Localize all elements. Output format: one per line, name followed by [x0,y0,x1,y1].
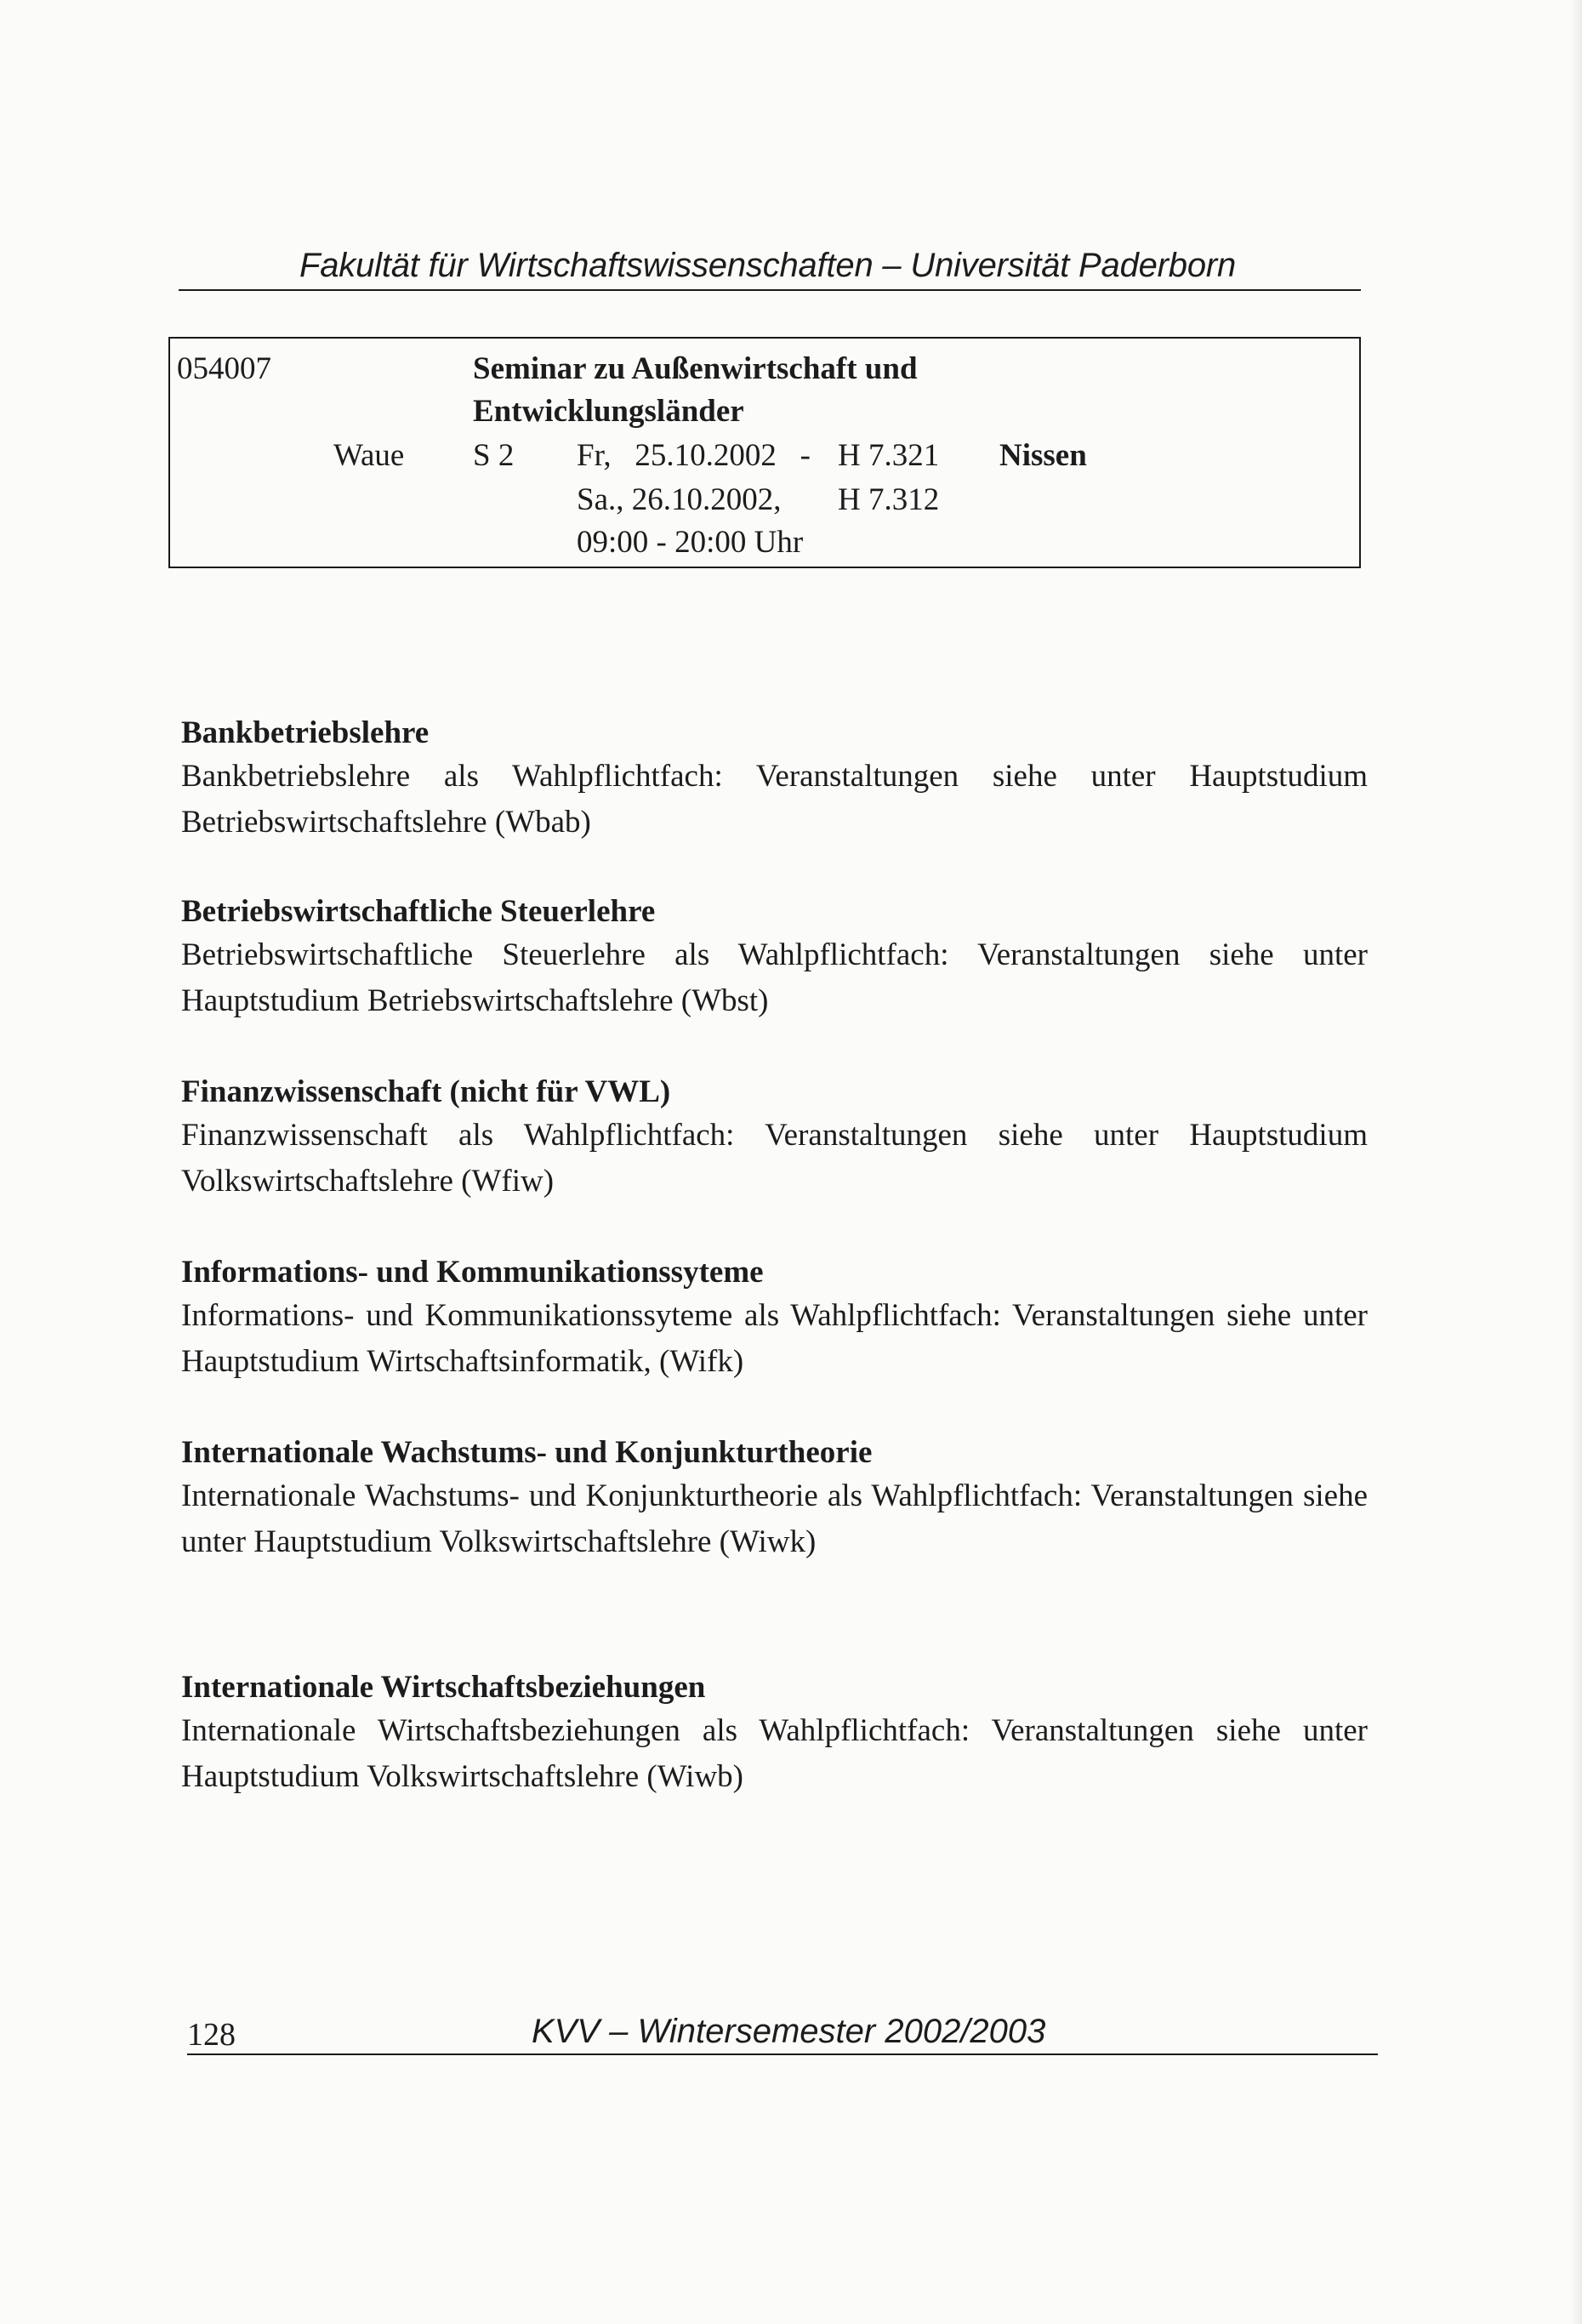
section-wachstumstheorie [181,1433,1372,1565]
section-body: Internationale Wachstums- und Konjunkturtheorie als Wahlpflichtfach: Veranstaltungen siehe unter Hauptstudium Volkswirtschaftslehre (Wiwk) [181,1478,1368,1559]
section-title: Finanzwissenschaft (nicht für VWL) [181,1074,671,1109]
course-room-1: H 7.321 [838,438,940,473]
section-informationssysteme [181,1252,1372,1385]
section-title: Internationale Wachstums- und Konjunkturtheorie [181,1435,873,1470]
section-body: Informations- und Kommunikationssyteme als Wahlpflichtfach: Veranstaltungen siehe unter Hauptstudium Wirtschaftsinformatik, (Wifk) [181,1298,1368,1379]
footer-title: KVV – Wintersemester 2002/2003 [532,2013,1046,2050]
section-steuerlehre [181,891,1372,1024]
course-abbreviation: Waue [333,438,405,473]
course-date-1: Fr, 25.10.2002 - [577,438,811,473]
course-number: 054007 [177,351,271,386]
section-title: Internationale Wirtschaftsbeziehungen [181,1670,706,1705]
section-title: Betriebswirtschaftliche Steuerlehre [181,894,656,929]
course-room-2: H 7.312 [838,482,940,517]
course-time: 09:00 - 20:00 Uhr [577,525,804,560]
course-table [168,337,1361,568]
section-wirtschaftsbeziehungen [181,1667,1372,1800]
section-title: Informations- und Kommunikationssyteme [181,1255,764,1290]
course-lecturer: Nissen [999,438,1087,473]
section-finanzwissenschaft [181,1072,1372,1205]
section-title: Bankbetriebslehre [181,715,430,750]
section-bankbetriebslehre [181,713,1372,846]
page-footer [187,2013,1378,2055]
header-title: Fakultät für Wirtschaftswissenschaften – Universität Paderborn [299,247,1237,284]
page-number: 128 [187,2017,236,2053]
section-body: Bankbetriebslehre als Wahlpflichtfach: Veranstaltungen siehe unter Hauptstudium Betriebswirtschaftslehre (Wbab) [181,759,1368,840]
section-body: Finanzwissenschaft als Wahlpflichtfach: Veranstaltungen siehe unter Hauptstudium Volkswirtschaftslehre (Wfiw) [181,1118,1368,1199]
course-date-2: Sa., 26.10.2002, [577,482,782,517]
course-title-line1: Seminar zu Außenwirtschaft und [473,351,918,386]
page-header [179,247,1361,291]
section-body: Internationale Wirtschaftsbeziehungen als Wahlpflichtfach: Veranstaltungen siehe unter Hauptstudium Volkswirtschaftslehre (Wiwb) [181,1713,1368,1794]
course-type: S 2 [473,438,515,473]
course-title-line2: Entwicklungsländer [473,394,744,429]
section-body: Betriebswirtschaftliche Steuerlehre als Wahlpflichtfach: Veranstaltungen siehe unter Hauptstudium Betriebswirtschaftslehre (Wbst) [181,937,1368,1018]
page-edge-shadow [1570,0,1582,2324]
